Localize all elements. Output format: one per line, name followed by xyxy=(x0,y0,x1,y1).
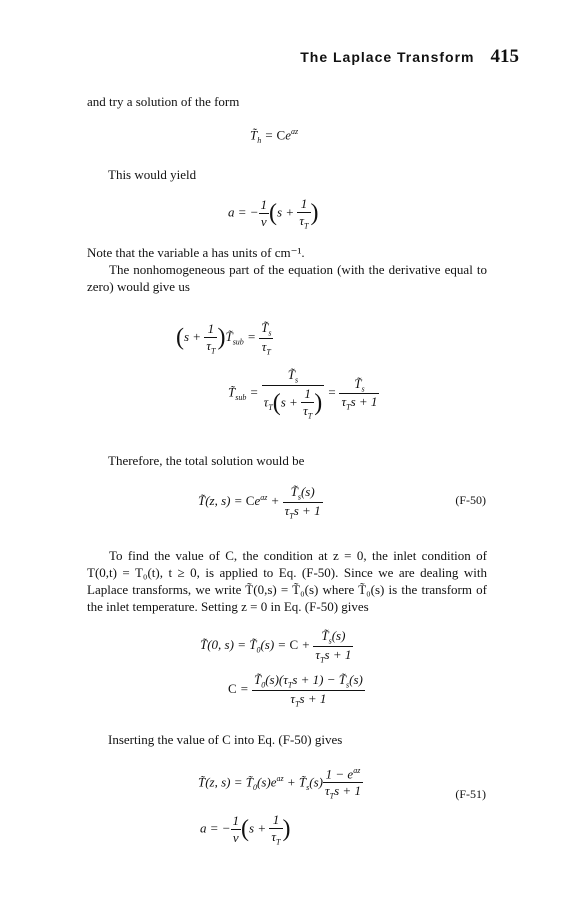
equation-inlet: T̃(0, $s) = T̃_0(s) = C$ + $\frac{T̃_s(s)}{\tau_Ts + 1}$ xyxy=(200,628,352,665)
equation-th: $T̃_h = Ce^{az}$ xyxy=(250,127,299,145)
equation-f51: T̃(z, $s) = T̃_0(s)e^{az}$ + $T̃_s(s)$ $\frac{1 - e^{az}}{\tau_Ts + 1}$ xyxy=(198,766,361,801)
paragraph-1: and try a solution of the form xyxy=(87,94,240,109)
equation-f50: T̃(z, $s) = Ce^{az}$ + $\frac{T̃_s(s)}{\tau_Ts + 1}$ xyxy=(198,484,321,521)
equation-c: C = $\frac{T̃_0(s)(\tau_Ts + 1) - T̃_s(s)}{\tau_Ts + 1}$ xyxy=(228,672,363,709)
paragraph-3: Note that the variable a has units of cm⁻¹. xyxy=(87,245,305,260)
equation-a-repeat: a = − $\frac{1}{v}$ (s + $\frac{1}{\tau_T}$ ) xyxy=(200,812,291,847)
equation-number-f50: (F-50) xyxy=(455,493,486,507)
paragraph-7: Inserting the value of C into Eq. (F-50) gives xyxy=(108,732,343,747)
page-number: 415 xyxy=(490,46,519,67)
running-title: The Laplace Transform xyxy=(300,49,475,65)
paragraph-2: This would yield xyxy=(108,167,197,182)
paragraph-5: Therefore, the total solution would be xyxy=(108,453,305,468)
paragraph-4: The nonhomogeneous part of the equation (with the derivative equal to zero) would give us xyxy=(87,262,487,294)
running-header xyxy=(300,46,519,68)
equation-number-f51: (F-51) xyxy=(455,787,486,801)
paragraph-6: To find the value of C, the condition at z = 0, the inlet condition of T(0,t) = T₀(t), t ≥ 0, is applied to Eq. (F-50). Since we are dealing with Laplace transforms, we write T̃(0,s) = T̃₀(s) where T̃₀(s) is the transform of the inlet temperature. Setting z = 0 in Eq. (F-50) gives xyxy=(87,548,487,614)
equation-a: a = − $\frac{1}{v}$ (s + $\frac{1}{\tau_T}$ ) xyxy=(228,196,319,231)
equation-nonhomog-1: (s + $\frac{1}{\tau_T}$ )$T̃_{sub}$ = $\frac{T̃_s}{\tau_T}$ xyxy=(176,320,272,357)
equation-nonhomog-2: $T̃_{sub}$ = $T̃_s$ $\tau_T(s$ + $\frac{1}{\tau_T}$ ) = $\frac{T̃_s}{\tau_Ts + 1}$ xyxy=(228,367,378,421)
